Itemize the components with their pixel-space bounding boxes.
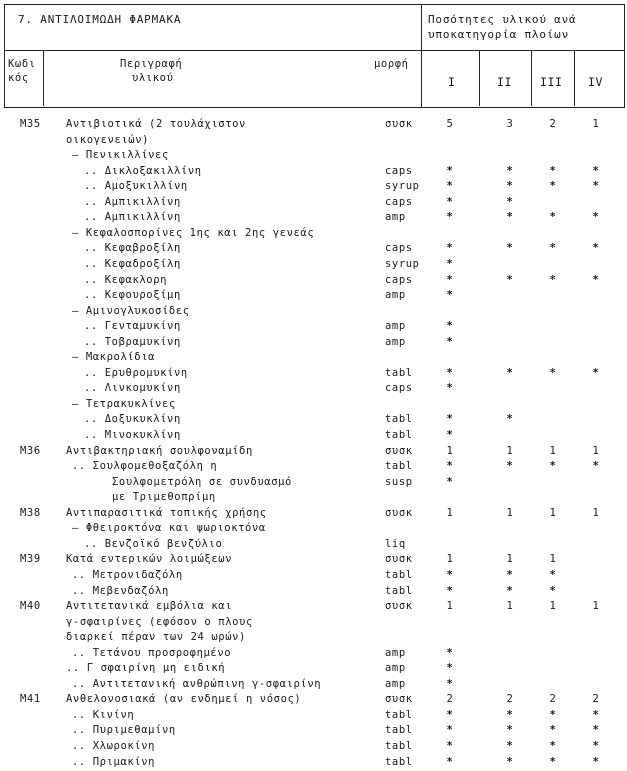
cat-divider-3	[574, 50, 575, 106]
row-qty-cat-1: *	[446, 289, 454, 302]
row-qty-cat-4: *	[592, 273, 600, 286]
row-qty-cat-2: 3	[506, 118, 514, 130]
row-qty-cat-3: 1	[549, 600, 557, 613]
table-row	[0, 165, 627, 181]
row-qty-cat-2: *	[506, 755, 514, 768]
row-qty-cat-2: *	[506, 740, 514, 752]
row-description: .. Αντιτετανική ανθρώπινη γ-σφαιρίνη	[72, 677, 322, 690]
row-form: συσκ	[385, 506, 413, 519]
row-qty-cat-1: *	[446, 662, 454, 675]
row-qty-cat-3: *	[549, 242, 557, 255]
row-description: με Τριμεθοπρίμη	[112, 491, 216, 504]
row-qty-cat-1: *	[446, 164, 454, 177]
row-qty-cat-1: 1	[446, 506, 454, 519]
table-row	[0, 445, 627, 461]
cat-header-2: II	[497, 75, 513, 89]
row-form: caps	[385, 382, 413, 395]
row-form: tabl	[385, 413, 413, 426]
row-form: tabl	[385, 429, 413, 441]
table-row	[0, 553, 627, 569]
row-description: .. Αμπικιλλίνη	[84, 211, 181, 224]
row-qty-cat-1: *	[446, 724, 454, 737]
table-row	[0, 351, 627, 367]
row-form: tabl	[385, 584, 413, 597]
row-qty-cat-1: *	[446, 677, 454, 690]
cat-header-4: IV	[588, 75, 604, 89]
table-row	[0, 476, 627, 492]
table-row	[0, 258, 627, 274]
row-qty-cat-2: *	[506, 366, 514, 379]
row-description: οικογενειών)	[66, 133, 150, 146]
row-code: M38	[20, 506, 41, 519]
row-qty-cat-4: *	[592, 211, 600, 224]
row-code: M35	[20, 118, 41, 130]
row-form: amp	[385, 289, 406, 302]
table-row	[0, 382, 627, 398]
row-form: amp	[385, 677, 406, 690]
row-form: tabl	[385, 568, 413, 581]
table-row	[0, 289, 627, 305]
cat-header-1: I	[448, 75, 456, 89]
cat-divider-1	[479, 50, 480, 106]
row-description: .. Γ σφαιρίνη μη ειδική	[66, 662, 226, 675]
table-row	[0, 460, 627, 476]
table-row	[0, 600, 627, 616]
row-qty-cat-1: *	[446, 180, 454, 193]
row-qty-cat-3: *	[549, 211, 557, 224]
row-qty-cat-2: *	[506, 180, 514, 193]
table-row	[0, 274, 627, 290]
row-description: – Πενικιλλίνες	[72, 149, 169, 162]
row-qty-cat-1: *	[446, 475, 454, 488]
row-qty-cat-4: *	[592, 164, 600, 177]
row-qty-cat-3: 1	[549, 553, 557, 566]
row-qty-cat-3: *	[549, 584, 557, 597]
row-qty-cat-2: *	[506, 242, 514, 255]
row-qty-cat-3: *	[549, 164, 557, 177]
form-column-divider	[421, 4, 422, 107]
table-row	[0, 585, 627, 601]
row-description: – Κεφαλοσπορίνες 1ης και 2ης γενεάς	[72, 226, 315, 239]
row-qty-cat-3: *	[549, 740, 557, 752]
row-description: .. Βενζοϊκό βενζύλιο	[84, 537, 223, 550]
row-description: .. Κεφουροξίμη	[84, 289, 181, 302]
code-column-divider	[43, 50, 44, 106]
code-header-line1: Κωδι	[8, 58, 36, 70]
table-row	[0, 429, 627, 445]
section-title: 7. ΑΝΤΙΛΟΙΜΩΔΗ ΦΑΡΜΑΚΑ	[18, 13, 182, 26]
row-description: .. Χλωροκίνη	[72, 740, 156, 752]
row-qty-cat-3: 1	[549, 506, 557, 519]
row-qty-cat-2: *	[506, 413, 514, 426]
row-description: γ-σφαιρίνες (εφόσον ο πλους	[66, 615, 253, 628]
table-row	[0, 522, 627, 538]
row-description: Αντιτετανικά εμβόλια και	[66, 600, 233, 613]
row-description: διαρκεί πέραν των 24 ωρών)	[66, 631, 246, 644]
row-description: .. Αμοξυκιλλίνη	[84, 180, 188, 193]
row-description: Σουλφομετρόλη σε συνδυασμό	[112, 475, 292, 488]
row-qty-cat-2: 2	[506, 693, 514, 706]
row-description: – Αμινογλυκοσίδες	[72, 304, 190, 317]
table-row	[0, 569, 627, 585]
table-row	[0, 305, 627, 321]
table-row	[0, 538, 627, 554]
row-description: .. Κεφακλορη	[84, 273, 168, 286]
table-row	[0, 242, 627, 258]
row-description: .. Τετάνου προσροφημένο	[72, 646, 232, 659]
row-description: .. Τοβραμυκίνη	[84, 335, 181, 348]
row-qty-cat-4: 1	[592, 118, 600, 130]
row-form: syrup	[385, 257, 420, 270]
row-qty-cat-1: *	[446, 211, 454, 224]
row-qty-cat-1: *	[446, 413, 454, 426]
row-description: – Φθειροκτόνα και ψωριοκτόνα	[72, 522, 266, 535]
table-row	[0, 709, 627, 725]
row-qty-cat-1: *	[446, 382, 454, 395]
row-qty-cat-4: 1	[592, 600, 600, 613]
row-code: M40	[20, 600, 41, 613]
row-qty-cat-2: *	[506, 708, 514, 721]
row-qty-cat-1: *	[446, 366, 454, 379]
row-qty-cat-3: 2	[549, 118, 557, 130]
row-description: .. Σουλφομεθοξαζόλη η	[72, 460, 218, 473]
row-form: caps	[385, 273, 413, 286]
row-qty-cat-1: 1	[446, 553, 454, 566]
row-form: liq	[385, 537, 406, 550]
row-qty-cat-1: *	[446, 273, 454, 286]
row-form: tabl	[385, 740, 413, 752]
row-qty-cat-2: *	[506, 273, 514, 286]
row-description: Αντιβακτηριακή σουλφοναμίδη	[66, 444, 253, 457]
table-row	[0, 118, 627, 134]
table-row	[0, 631, 627, 647]
row-qty-cat-3: *	[549, 568, 557, 581]
row-form: συσκ	[385, 600, 413, 613]
row-form: caps	[385, 164, 413, 177]
row-form: amp	[385, 662, 406, 675]
row-code: M36	[20, 444, 41, 457]
row-qty-cat-4: *	[592, 755, 600, 768]
row-qty-cat-2: 1	[506, 600, 514, 613]
row-qty-cat-4: *	[592, 460, 600, 473]
row-qty-cat-2: *	[506, 164, 514, 177]
row-form: tabl	[385, 460, 413, 473]
row-qty-cat-4: *	[592, 740, 600, 752]
row-form: amp	[385, 646, 406, 659]
quantities-label-line2: υποκατηγορία πλοίων	[428, 28, 570, 41]
table-row	[0, 507, 627, 523]
row-description: .. Αμπικιλλίνη	[84, 195, 181, 208]
row-form: tabl	[385, 366, 413, 379]
row-qty-cat-3: *	[549, 724, 557, 737]
row-qty-cat-1: 1	[446, 600, 454, 613]
row-description: .. Κεφαβροξίλη	[84, 242, 181, 255]
row-qty-cat-1: *	[446, 429, 454, 441]
row-form: συσκ	[385, 444, 413, 457]
row-form: amp	[385, 335, 406, 348]
row-qty-cat-1: *	[446, 584, 454, 597]
row-qty-cat-2: *	[506, 460, 514, 473]
row-qty-cat-4: *	[592, 366, 600, 379]
table-row	[0, 211, 627, 227]
row-form: συσκ	[385, 118, 413, 130]
cat-divider-2	[531, 50, 532, 106]
table-row	[0, 647, 627, 663]
row-description: – Μακρολίδια	[72, 351, 156, 364]
table-row	[0, 180, 627, 196]
row-qty-cat-2: *	[506, 568, 514, 581]
quantities-label-line1: Ποσότητες υλικού ανά	[428, 13, 577, 26]
row-description: .. Πυριμεθαμίνη	[72, 724, 176, 737]
row-qty-cat-4: 1	[592, 506, 600, 519]
row-code: M41	[20, 693, 41, 706]
row-form: caps	[385, 242, 413, 255]
table-row	[0, 662, 627, 678]
row-qty-cat-3: *	[549, 366, 557, 379]
table-row	[0, 740, 627, 756]
row-description: .. Κινίνη	[72, 708, 135, 721]
row-qty-cat-1: 1	[446, 444, 454, 457]
table-row	[0, 149, 627, 165]
row-form: συσκ	[385, 553, 413, 566]
row-description: .. Μετρονιδαζόλη	[72, 568, 183, 581]
row-form: caps	[385, 195, 413, 208]
row-qty-cat-1: *	[446, 460, 454, 473]
row-form: tabl	[385, 755, 413, 768]
row-code: M39	[20, 553, 41, 566]
row-qty-cat-4: 2	[592, 693, 600, 706]
row-qty-cat-2: *	[506, 211, 514, 224]
table-row	[0, 134, 627, 150]
row-qty-cat-4: *	[592, 724, 600, 737]
row-qty-cat-2: 1	[506, 444, 514, 457]
table-row	[0, 227, 627, 243]
table-row	[0, 756, 627, 771]
row-qty-cat-2: *	[506, 724, 514, 737]
row-description: .. Λινκομυκίνη	[84, 382, 181, 395]
row-qty-cat-4: *	[592, 180, 600, 193]
row-form: amp	[385, 211, 406, 224]
table-row	[0, 367, 627, 383]
row-description: .. Δοξυκυκλίνη	[84, 413, 181, 426]
row-qty-cat-1: *	[446, 708, 454, 721]
row-qty-cat-1: *	[446, 646, 454, 659]
row-description: – Τετρακυκλίνες	[72, 397, 176, 410]
row-qty-cat-1: *	[446, 195, 454, 208]
row-qty-cat-2: *	[506, 195, 514, 208]
row-qty-cat-1: *	[446, 568, 454, 581]
row-qty-cat-3: 2	[549, 693, 557, 706]
row-qty-cat-1: *	[446, 242, 454, 255]
row-qty-cat-1: *	[446, 740, 454, 752]
row-description: .. Μεβενδαζόλη	[72, 584, 169, 597]
row-qty-cat-2: *	[506, 584, 514, 597]
desc-header-line2: υλικού	[132, 72, 174, 84]
table-row	[0, 693, 627, 709]
code-header-line2: κός	[8, 72, 29, 84]
row-form: amp	[385, 320, 406, 333]
row-qty-cat-3: *	[549, 273, 557, 286]
row-qty-cat-1: 5	[446, 118, 454, 130]
row-form: συσκ	[385, 693, 413, 706]
table-row	[0, 398, 627, 414]
row-description: Αντιβιοτικά (2 τουλάχιστον	[66, 118, 246, 130]
row-qty-cat-3: *	[549, 460, 557, 473]
row-form: tabl	[385, 708, 413, 721]
row-description: Αντιπαρασιτικά τοπικής χρήσης	[66, 506, 267, 519]
row-qty-cat-3: *	[549, 708, 557, 721]
desc-header-line1: Περιγραφή	[120, 58, 183, 70]
row-qty-cat-3: *	[549, 180, 557, 193]
row-description: .. Κεφαδροξίλη	[84, 257, 181, 270]
row-qty-cat-4: 1	[592, 444, 600, 457]
table-row	[0, 320, 627, 336]
row-description: .. Πριμακίνη	[72, 755, 156, 768]
row-description: .. Δικλοξακιλλίνη	[84, 164, 202, 177]
table-row	[0, 196, 627, 212]
table-row	[0, 336, 627, 352]
row-form: susp	[385, 475, 413, 488]
table-row	[0, 616, 627, 632]
form-header: μορφή	[374, 58, 409, 70]
row-description: Κατά εντερικών λοιμώξεων	[66, 553, 233, 566]
row-qty-cat-3: *	[549, 755, 557, 768]
row-qty-cat-1: *	[446, 257, 454, 270]
row-description: .. Μινοκυκλίνη	[84, 429, 181, 441]
row-qty-cat-1: *	[446, 320, 454, 333]
table-row	[0, 491, 627, 507]
row-description: Ανθελονοσιακά (αν ενδημεί η νόσος)	[66, 693, 302, 706]
row-form: syrup	[385, 180, 420, 193]
row-description: .. Ερυθρομυκίνη	[84, 366, 188, 379]
table-row	[0, 413, 627, 429]
row-qty-cat-1: *	[446, 755, 454, 768]
row-qty-cat-2: 1	[506, 506, 514, 519]
row-qty-cat-2: 1	[506, 553, 514, 566]
row-qty-cat-1: *	[446, 335, 454, 348]
row-qty-cat-1: 2	[446, 693, 454, 706]
row-form: tabl	[385, 724, 413, 737]
row-description: .. Γενταμυκίνη	[84, 320, 181, 333]
row-qty-cat-4: *	[592, 242, 600, 255]
table-row	[0, 678, 627, 694]
cat-header-3: III	[540, 75, 563, 89]
row-qty-cat-3: 1	[549, 444, 557, 457]
row-qty-cat-4: *	[592, 708, 600, 721]
